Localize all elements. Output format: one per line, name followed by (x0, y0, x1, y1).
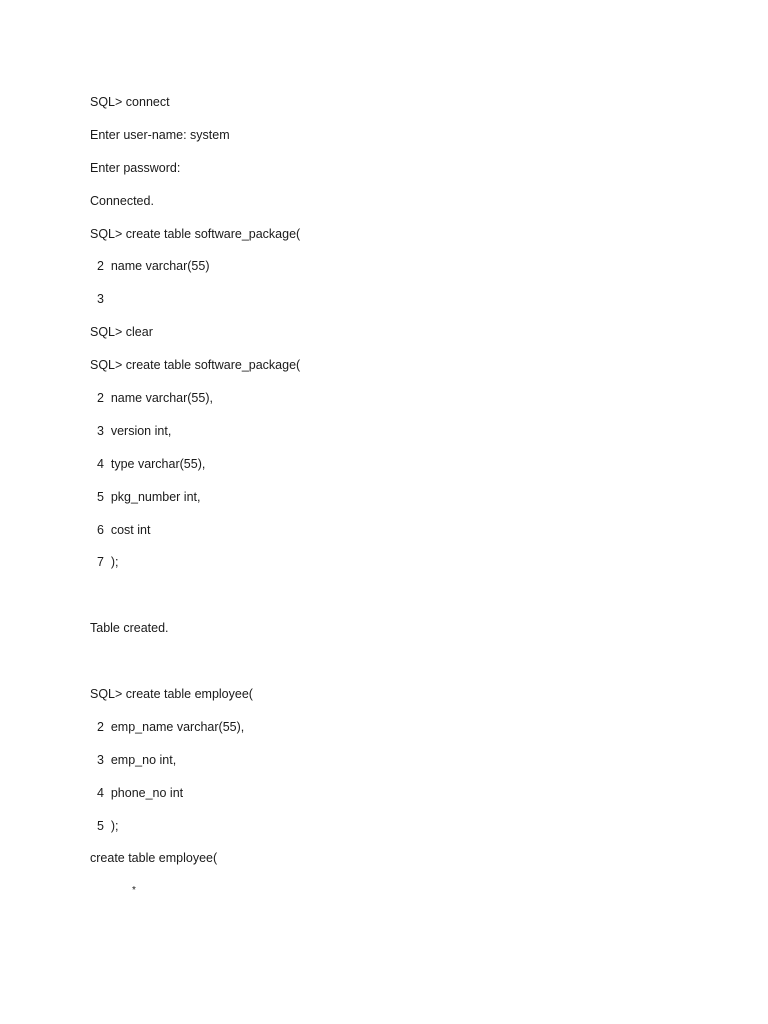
transcript-line: Connected. (90, 193, 154, 208)
transcript-line: 3 version int, (90, 423, 172, 438)
transcript-line: SQL> create table employee( (90, 687, 253, 702)
transcript-line: 2 name varchar(55) (90, 259, 210, 274)
transcript-line: 4 type varchar(55), (90, 456, 206, 471)
transcript-line: 6 cost int (90, 522, 151, 537)
transcript-line: Table created. (90, 621, 169, 636)
transcript-line: SQL> clear (90, 325, 153, 340)
transcript-line: Enter password: (90, 160, 181, 175)
transcript-line: 2 name varchar(55), (90, 391, 213, 406)
transcript-blank-line (90, 586, 710, 619)
transcript-line: 5 pkg_number int, (90, 489, 201, 504)
transcript-line: 5 ); (90, 818, 119, 833)
transcript-blank-line (90, 652, 710, 685)
transcript-line: SQL> create table software_package( (90, 358, 301, 373)
transcript-line: Enter user-name: system (90, 127, 230, 142)
transcript-line: SQL> create table software_package( (90, 226, 301, 241)
transcript-line: 7 ); (90, 555, 119, 570)
sql-session-transcript (90, 93, 710, 902)
transcript-line: 4 phone_no int (90, 785, 184, 800)
transcript-line: create table employee( (90, 851, 218, 866)
transcript-line: 3 (90, 292, 104, 307)
error-position-marker: * (132, 885, 136, 897)
transcript-line: SQL> connect (90, 95, 170, 109)
transcript-line: 2 emp_name varchar(55), (90, 719, 245, 734)
transcript-line: 3 emp_no int, (90, 752, 177, 767)
